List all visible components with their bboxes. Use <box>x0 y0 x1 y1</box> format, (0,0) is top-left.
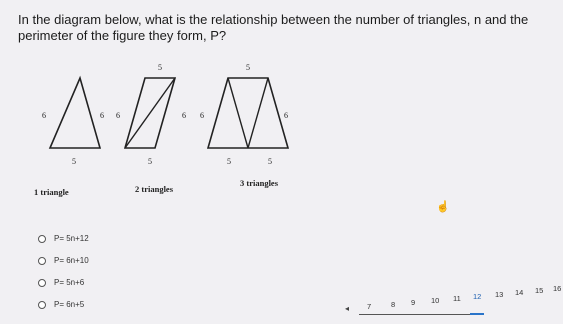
radio-button[interactable] <box>38 257 46 265</box>
choice-1-label: P= 5n+12 <box>54 234 89 243</box>
fig2-bottom-label: 5 <box>148 157 152 166</box>
radio-button[interactable] <box>38 235 46 243</box>
figure-2-caption: 2 triangles <box>135 184 174 194</box>
fig3-top-label: 5 <box>246 63 250 72</box>
figure-3-triangles <box>200 63 288 166</box>
page-8[interactable]: 8 <box>391 300 396 309</box>
fig3-left-label: 6 <box>200 111 204 120</box>
page-15[interactable]: 15 <box>535 286 544 295</box>
question-text: In the diagram below, what is the relationship between the number of triangles, n and the perimeter of the figure they form, P? <box>18 12 529 43</box>
page-13[interactable]: 13 <box>495 290 504 299</box>
figure-3-caption: 3 triangles <box>240 178 279 188</box>
choice-3[interactable] <box>38 278 84 287</box>
page-14[interactable]: 14 <box>515 288 524 297</box>
page-7[interactable]: 7 <box>367 302 372 311</box>
page-16[interactable]: 16 <box>553 284 562 293</box>
triangle-figures <box>30 58 290 183</box>
fig3-bottom-right-label: 5 <box>268 157 272 166</box>
choice-2-label: P= 6n+10 <box>54 256 89 265</box>
figure-1-triangle <box>42 78 104 166</box>
figures-svg <box>30 58 290 178</box>
choice-2[interactable] <box>38 256 89 265</box>
fig1-left-label: 6 <box>42 111 46 120</box>
page-12-current[interactable]: 12 <box>473 292 482 301</box>
figure-2-triangles <box>116 63 186 166</box>
radio-button[interactable] <box>38 301 46 309</box>
choice-4[interactable] <box>38 300 84 309</box>
fig2-top-label: 5 <box>158 63 162 72</box>
fig2-left-label: 6 <box>116 111 120 120</box>
pagination <box>345 282 563 322</box>
choice-4-label: P= 6n+5 <box>54 300 85 309</box>
figure-1-caption: 1 triangle <box>34 187 69 197</box>
choice-3-label: P= 5n+6 <box>54 278 85 287</box>
fig3-right-label: 6 <box>284 111 288 120</box>
page-10[interactable]: 10 <box>431 296 440 305</box>
prev-page-icon[interactable]: ◂ <box>345 304 350 313</box>
fig3-bottom-left-label: 5 <box>227 157 231 166</box>
hand-pointer-icon: ☝ <box>436 201 450 213</box>
radio-button[interactable] <box>38 279 46 287</box>
fig1-bottom-label: 5 <box>72 157 76 166</box>
current-page-indicator <box>470 313 484 315</box>
fig1-right-label: 6 <box>100 111 104 120</box>
page-9[interactable]: 9 <box>411 298 416 307</box>
page-11[interactable]: 11 <box>453 294 461 303</box>
pagination-track <box>359 314 479 315</box>
choice-1[interactable] <box>38 234 89 243</box>
fig2-right-label: 6 <box>182 111 186 120</box>
